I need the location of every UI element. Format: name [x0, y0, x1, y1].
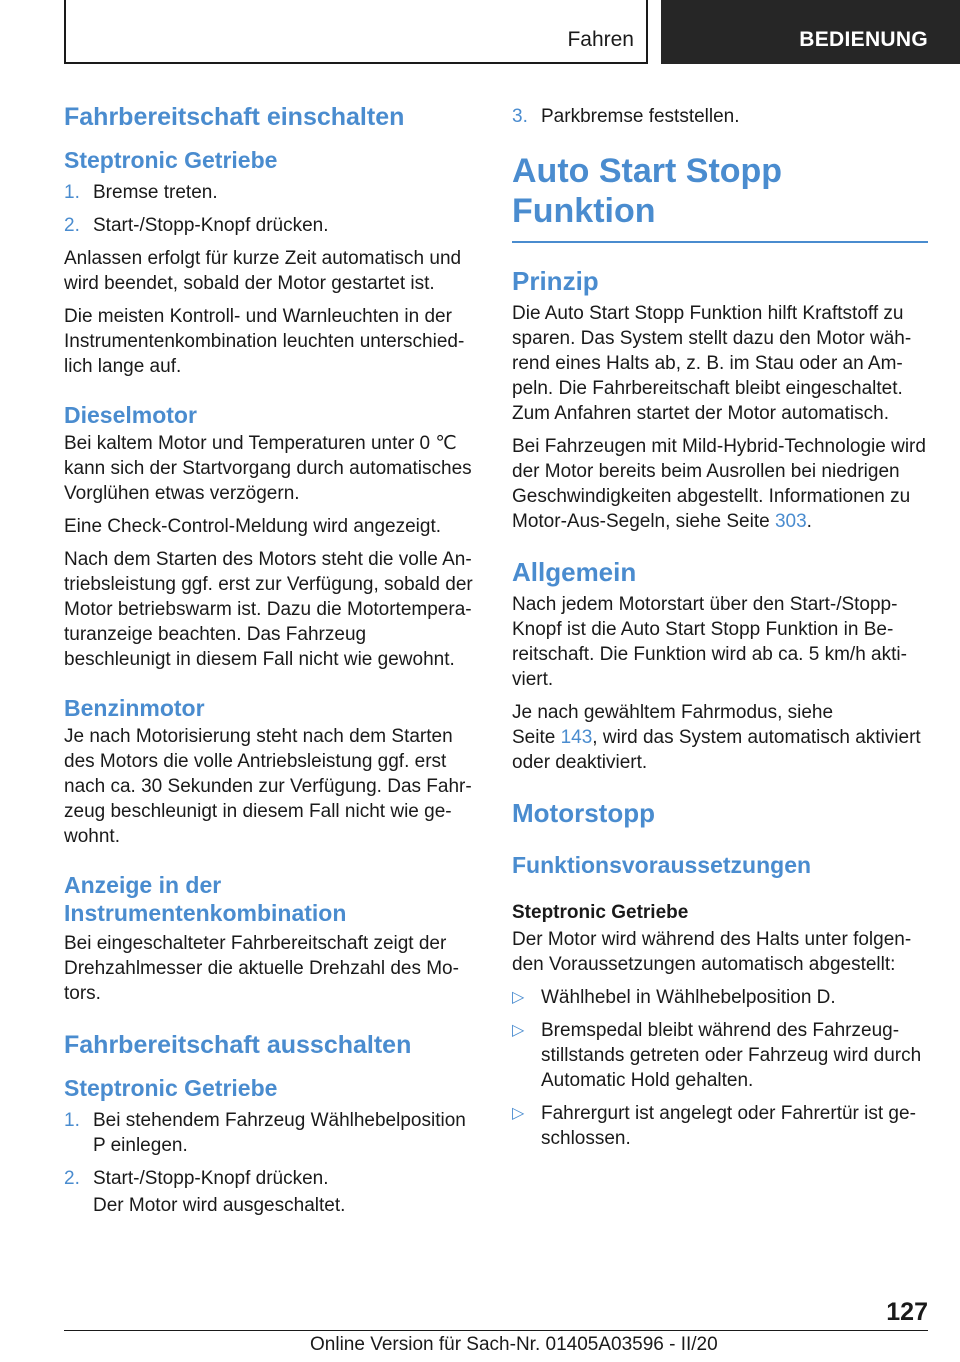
heading-steptronic-getriebe-3: Steptronic Getriebe	[512, 902, 689, 923]
paragraph: Nach dem Starten des Motors steht die volle Antriebsleistung ggf. erst zur Verfügung, sobald der Motor betriebswarm ist. Dazu die Motortemperaturanzeige beachten. Das Fahrzeug beschleunigt in diesem Fall nicht wie gewohnt.	[64, 549, 473, 670]
step-text: Start-/Stopp-Knopf drücken.	[93, 215, 329, 236]
heading-prinzip: Prinzip	[512, 266, 599, 296]
paragraph: Anlassen erfolgt für kurze Zeit automatisch und wird beendet, sobald der Motor gestartet ist.	[64, 248, 462, 294]
step-item	[64, 1108, 476, 1158]
heading-fahrbereitschaft-ausschalten: Fahrbereitschaft ausschalten	[64, 1031, 412, 1059]
triangle-bullet-icon: ▷	[512, 989, 525, 1006]
paragraph: Der Motor wird während des Halts unter folgenden Voraussetzungen automatisch abgestellt:	[512, 929, 912, 975]
bullet-item	[512, 985, 928, 1010]
heading-dieselmotor: Dieselmotor	[64, 402, 197, 428]
step-item	[64, 1166, 476, 1191]
header-chapter-label: BEDIENUNG	[799, 28, 928, 51]
paragraph: Die Auto Start Stopp Funktion hilft Kraftstoff zu sparen. Das System stellt dazu den Motor während eines Halts ab, z. B. im Stau oder an Ampeln. Die Fahrbereitschaft bleibt eingeschaltet. Zum Anfahren startet der Motor automatisch.	[512, 303, 912, 424]
heading-auto-start-stopp-funktion: Auto Start Stopp Funktion	[512, 151, 928, 243]
step-item	[512, 104, 928, 129]
step-text: Parkbremse feststellen.	[541, 106, 740, 127]
paragraph-text: .	[806, 511, 812, 532]
step-text: Bremse treten.	[93, 182, 218, 203]
bullet-item	[512, 1018, 928, 1093]
paragraph	[512, 434, 928, 534]
step-note: Der Motor wird ausgeschaltet.	[93, 1195, 346, 1216]
page-link-303[interactable]: 303	[774, 511, 807, 532]
step-number: 1.	[64, 1110, 80, 1131]
bullet-text: Wählhebel in Wählhebelposition D.	[541, 987, 836, 1008]
step-number: 3.	[512, 106, 528, 127]
right-column	[512, 104, 928, 1159]
footer-divider	[64, 1330, 928, 1331]
heading-motorstopp: Motorstopp	[512, 798, 655, 828]
paragraph-text: Seite	[512, 727, 561, 748]
paragraph-text: Bei Fahrzeugen mit Mild-Hybrid-Technologie wird der Motor bereits beim Ausrollen bei niedrigen Geschwindigkeiten abgestellt. Informationen zu Motor-Aus-Segeln, siehe Seite	[512, 436, 926, 532]
heading-funktionsvoraussetzungen: Funktionsvoraussetzungen	[512, 852, 812, 878]
heading-fahrbereitschaft-einschalten: Fahrbereitschaft einschalten	[64, 103, 405, 131]
step-text: Start-/Stopp-Knopf drücken.	[93, 1168, 329, 1189]
paragraph: Bei eingeschalteter Fahrbereitschaft zeigt der Drehzahlmesser die aktuelle Drehzahl des Motors.	[64, 933, 459, 1004]
paragraph: Bei kaltem Motor und Temperaturen unter 0 ℃ kann sich der Startvorgang durch automatisches Vorglühen etwas verzögern.	[64, 433, 472, 504]
triangle-bullet-icon: ▷	[512, 1022, 525, 1039]
paragraph: Eine Check-Control-Meldung wird angezeigt.	[64, 516, 442, 537]
paragraph: Die meisten Kontroll- und Warnleuchten in der Instrumentenkombination leuchten unterschiedlich lange auf.	[64, 306, 465, 377]
page-number: 127	[886, 1298, 928, 1326]
step-number: 1.	[64, 182, 80, 203]
paragraph: Je nach Motorisierung steht nach dem Starten des Motors die volle Antriebsleistung ggf. erst nach ca. 30 Sekunden zur Verfügung. Das Fahrzeug beschleunigt in diesem Fall nicht wie gewohnt.	[64, 726, 472, 847]
triangle-bullet-icon: ▷	[512, 1105, 525, 1122]
page-link-143[interactable]: 143	[560, 727, 593, 748]
heading-anzeige-instrumentenkombination: Anzeige in der Instrumentenkombination	[64, 872, 347, 926]
heading-steptronic-getriebe: Steptronic Getriebe	[64, 147, 278, 173]
heading-steptronic-getriebe-2: Steptronic Getriebe	[64, 1075, 278, 1101]
footer-text: Online Version für Sach-Nr. 01405A03596 - II/20	[310, 1334, 718, 1355]
step-item	[64, 213, 476, 238]
heading-allgemein: Allgemein	[512, 557, 637, 587]
paragraph-text: , wird das System automatisch aktiviert oder deaktiviert.	[512, 727, 921, 773]
bullet-text: Bremspedal bleibt während des Fahrzeugstillstands getreten oder Fahrzeug wird durch Automatic Hold gehalten.	[541, 1020, 922, 1091]
bullet-item	[512, 1101, 928, 1151]
header-section-tab	[64, 0, 648, 64]
step-number: 2.	[64, 1168, 80, 1189]
heading-benzinmotor: Benzinmotor	[64, 695, 205, 721]
step-number: 2.	[64, 215, 80, 236]
paragraph	[512, 700, 928, 775]
paragraph: Nach jedem Motorstart über den Start-/Stopp-Knopf ist die Auto Start Stopp Funktion in Bereitschaft. Die Funktion wird ab ca. 5 km/h aktiviert.	[512, 594, 907, 690]
header-section-label: Fahren	[567, 28, 634, 51]
step-text: Bei stehendem Fahrzeug Wählhebelposition P einlegen.	[93, 1110, 466, 1156]
left-column	[64, 92, 476, 1226]
header-chapter-tab	[661, 0, 960, 64]
step-item	[64, 180, 476, 205]
bullet-text: Fahrergurt ist angelegt oder Fahrertür ist geschlossen.	[541, 1103, 916, 1149]
paragraph-text: Je nach gewähltem Fahrmodus, siehe	[512, 702, 834, 723]
